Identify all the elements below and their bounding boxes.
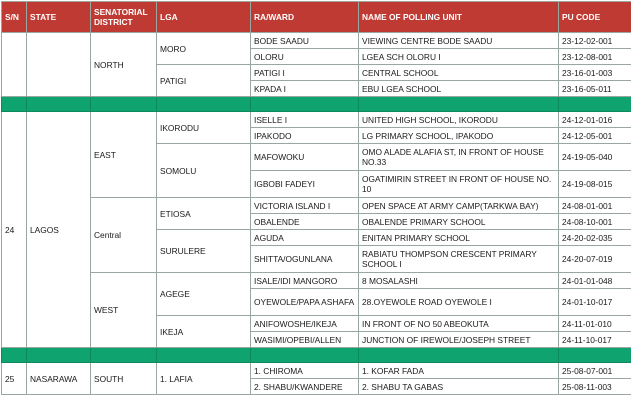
ward-cell: OBALENDE xyxy=(251,214,359,230)
polling-unit-cell: OMO ALADE ALAFIA ST, IN FRONT OF HOUSE NO.33 xyxy=(359,144,559,171)
sn-cell xyxy=(2,33,27,97)
separator-cell xyxy=(27,97,91,112)
pu-code-cell: 24-19-08-015 xyxy=(559,171,632,198)
table-row xyxy=(2,112,632,128)
lga-cell: 1. LAFIA xyxy=(157,363,251,395)
lga-cell: MORO xyxy=(157,33,251,65)
header-pu-code: PU CODE xyxy=(559,2,632,33)
polling-unit-cell: 28.OYEWOLE ROAD OYEWOLE I xyxy=(359,289,559,316)
pu-code-cell: 24-19-05-040 xyxy=(559,144,632,171)
separator-cell xyxy=(157,348,251,363)
ward-cell: OLORU xyxy=(251,49,359,65)
polling-unit-cell: JUNCTION OF IREWOLE/JOSEPH STREET xyxy=(359,332,559,348)
pu-code-cell: 24-11-10-017 xyxy=(559,332,632,348)
ward-cell: ISALE/IDI MANGORO xyxy=(251,273,359,289)
pu-code-cell: 25-08-07-001 xyxy=(559,363,632,379)
state-cell xyxy=(27,33,91,97)
pu-code-cell: 23-16-01-003 xyxy=(559,65,632,81)
ward-cell: IGBOBI FADEYI xyxy=(251,171,359,198)
table-row xyxy=(2,363,632,379)
ward-cell: VICTORIA ISLAND I xyxy=(251,198,359,214)
polling-unit-cell: UNITED HIGH SCHOOL, IKORODU xyxy=(359,112,559,128)
polling-units-table-wrapper xyxy=(1,1,631,406)
lga-cell: IKEJA xyxy=(157,316,251,348)
table-row xyxy=(2,273,632,289)
ward-cell: AGUDA xyxy=(251,230,359,246)
table-row xyxy=(2,198,632,214)
pu-code-cell: 24-12-01-016 xyxy=(559,112,632,128)
polling-unit-cell: VIEWING CENTRE BODE SAADU xyxy=(359,33,559,49)
separator-cell xyxy=(251,348,359,363)
header-district: SENATORIAL DISTRICT xyxy=(91,2,157,33)
district-cell: SOUTH xyxy=(91,363,157,395)
district-cell: WEST xyxy=(91,273,157,348)
ward-cell: PATIGI I xyxy=(251,65,359,81)
pu-code-cell: 24-20-02-035 xyxy=(559,230,632,246)
separator-cell xyxy=(359,97,559,112)
lga-cell: SOMOLU xyxy=(157,144,251,198)
header-polling-unit: NAME OF POLLING UNIT xyxy=(359,2,559,33)
ward-cell: MAFOWOKU xyxy=(251,144,359,171)
polling-units-table xyxy=(1,1,631,395)
separator-cell xyxy=(559,348,632,363)
pu-code-cell: 24-20-07-019 xyxy=(559,246,632,273)
separator-cell xyxy=(559,97,632,112)
district-cell: Central xyxy=(91,198,157,273)
ward-cell: OYEWOLE/PAPA ASHAFA xyxy=(251,289,359,316)
ward-cell: BODE SAADU xyxy=(251,33,359,49)
separator-cell xyxy=(359,348,559,363)
sn-cell: 25 xyxy=(2,363,27,395)
separator-cell xyxy=(91,97,157,112)
separator-cell xyxy=(2,97,27,112)
separator-row xyxy=(2,348,632,363)
ward-cell: SHITTA/OGUNLANA xyxy=(251,246,359,273)
header-row xyxy=(2,2,632,33)
pu-code-cell: 24-11-01-010 xyxy=(559,316,632,332)
lga-cell: IKORODU xyxy=(157,112,251,144)
pu-code-cell: 23-12-08-001 xyxy=(559,49,632,65)
polling-unit-cell: LG PRIMARY SCHOOL, IPAKODO xyxy=(359,128,559,144)
polling-unit-cell: IN FRONT OF NO 50 ABEOKUTA xyxy=(359,316,559,332)
table-row xyxy=(2,33,632,49)
lga-cell: ETIOSA xyxy=(157,198,251,230)
polling-unit-cell: OGATIMIRIN STREET IN FRONT OF HOUSE NO. 10 xyxy=(359,171,559,198)
pu-code-cell: 24-01-01-048 xyxy=(559,273,632,289)
polling-unit-cell: OPEN SPACE AT ARMY CAMP(TARKWA BAY) xyxy=(359,198,559,214)
polling-unit-cell: RABIATU THOMPSON CRESCENT PRIMARY SCHOOL I xyxy=(359,246,559,273)
pu-code-cell: 24-12-05-001 xyxy=(559,128,632,144)
lga-cell: AGEGE xyxy=(157,273,251,316)
separator-cell xyxy=(2,348,27,363)
separator-cell xyxy=(27,348,91,363)
separator-row xyxy=(2,97,632,112)
district-cell: NORTH xyxy=(91,33,157,97)
lga-cell: SURULERE xyxy=(157,230,251,273)
ward-cell: IPAKODO xyxy=(251,128,359,144)
pu-code-cell: 24-08-10-001 xyxy=(559,214,632,230)
polling-unit-cell: OBALENDE PRIMARY SCHOOL xyxy=(359,214,559,230)
polling-unit-cell: 1. KOFAR FADA xyxy=(359,363,559,379)
pu-code-cell: 24-01-10-017 xyxy=(559,289,632,316)
ward-cell: 1. CHIROMA xyxy=(251,363,359,379)
header-sn: S/N xyxy=(2,2,27,33)
polling-unit-cell: 8 MOSALASHI xyxy=(359,273,559,289)
ward-cell: 2. SHABU/KWANDERE xyxy=(251,379,359,395)
district-cell: EAST xyxy=(91,112,157,198)
pu-code-cell: 24-08-01-001 xyxy=(559,198,632,214)
ward-cell: ISELLE I xyxy=(251,112,359,128)
polling-unit-cell: EBU LGEA SCHOOL xyxy=(359,81,559,97)
header-lga: LGA xyxy=(157,2,251,33)
lga-cell: PATIGI xyxy=(157,65,251,97)
separator-cell xyxy=(251,97,359,112)
polling-unit-cell: CENTRAL SCHOOL xyxy=(359,65,559,81)
state-cell: LAGOS xyxy=(27,112,91,348)
polling-unit-cell: LGEA SCH OLORU I xyxy=(359,49,559,65)
ward-cell: WASIMI/OPEBI/ALLEN xyxy=(251,332,359,348)
ward-cell: ANIFOWOSHE/IKEJA xyxy=(251,316,359,332)
state-cell: NASARAWA xyxy=(27,363,91,395)
polling-unit-cell: 2. SHABU TA GABAS xyxy=(359,379,559,395)
sn-cell: 24 xyxy=(2,112,27,348)
polling-unit-cell: ENITAN PRIMARY SCHOOL xyxy=(359,230,559,246)
header-ward: RA/WARD xyxy=(251,2,359,33)
pu-code-cell: 23-16-05-011 xyxy=(559,81,632,97)
header-state: STATE xyxy=(27,2,91,33)
separator-cell xyxy=(91,348,157,363)
pu-code-cell: 25-08-11-003 xyxy=(559,379,632,395)
pu-code-cell: 23-12-02-001 xyxy=(559,33,632,49)
ward-cell: KPADA I xyxy=(251,81,359,97)
separator-cell xyxy=(157,97,251,112)
